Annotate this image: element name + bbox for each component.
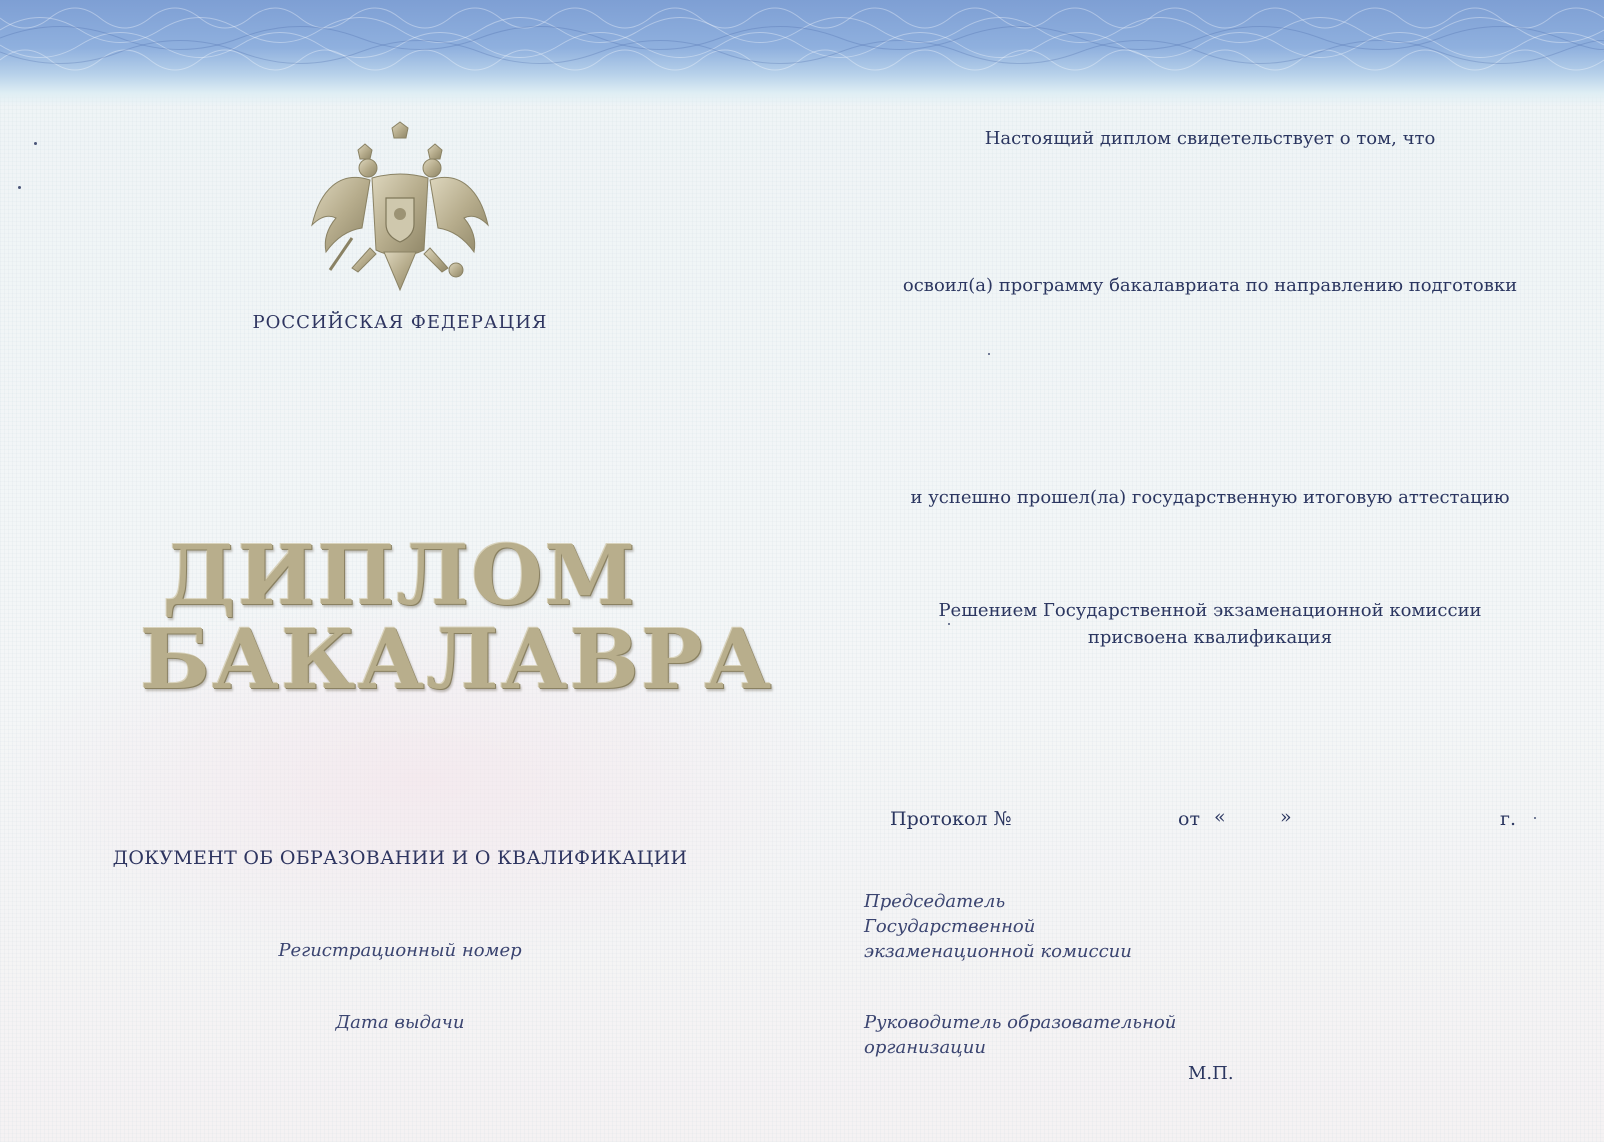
registration-number-label: Регистрационный номер: [278, 940, 522, 961]
head-line2: организации: [864, 1037, 986, 1058]
scan-speck: [988, 353, 990, 355]
scan-speck: [1534, 817, 1536, 819]
diploma-title-line2: БАКАЛАВРА: [140, 612, 774, 708]
program-mastered-text: освоил(а) программу бакалавриата по направлению подготовки: [902, 275, 1518, 296]
country-name: РОССИЙСКАЯ ФЕДЕРАЦИЯ: [252, 312, 548, 333]
diploma-title-line1: ДИПЛОМ: [162, 528, 638, 624]
head-line1: Руководитель образовательной: [864, 1012, 1177, 1033]
scan-speck: [948, 623, 950, 625]
protocol-number-label: Протокол №: [890, 808, 1012, 830]
year-suffix: г.: [1500, 808, 1516, 830]
stamp-place-label: М.П.: [1188, 1063, 1234, 1084]
scan-speck: [18, 186, 21, 189]
scan-speck: [34, 142, 37, 145]
close-quote: »: [1280, 806, 1292, 828]
organization-head-signature-label: [864, 1010, 1176, 1060]
decorative-top-band: [0, 0, 1604, 106]
attestation-passed-text: и успешно прошел(ла) государственную итоговую аттестацию: [910, 487, 1510, 508]
decision-line2: присвоена квалификация: [1087, 627, 1333, 648]
chair-line2: Государственной: [864, 916, 1036, 937]
chair-line3: экзаменационной комиссии: [864, 941, 1132, 962]
certifies-text: Настоящий диплом свидетельствует о том, что: [984, 128, 1436, 149]
document-type: ДОКУМЕНТ ОБ ОБРАЗОВАНИИ И О КВАЛИФИКАЦИИ: [112, 847, 688, 869]
commission-chair-signature-label: [864, 889, 1132, 964]
qualification-decision: [860, 597, 1560, 651]
decision-line1: Решением Государственной экзаменационной комиссии: [938, 600, 1482, 621]
protocol-date-from-label: от: [1178, 808, 1200, 830]
double-headed-eagle-icon: [300, 120, 500, 305]
open-quote: «: [1214, 806, 1226, 828]
chair-line1: Председатель: [864, 891, 1006, 912]
guilloche-pattern: [0, 0, 1604, 106]
issue-date-label: Дата выдачи: [335, 1012, 465, 1033]
